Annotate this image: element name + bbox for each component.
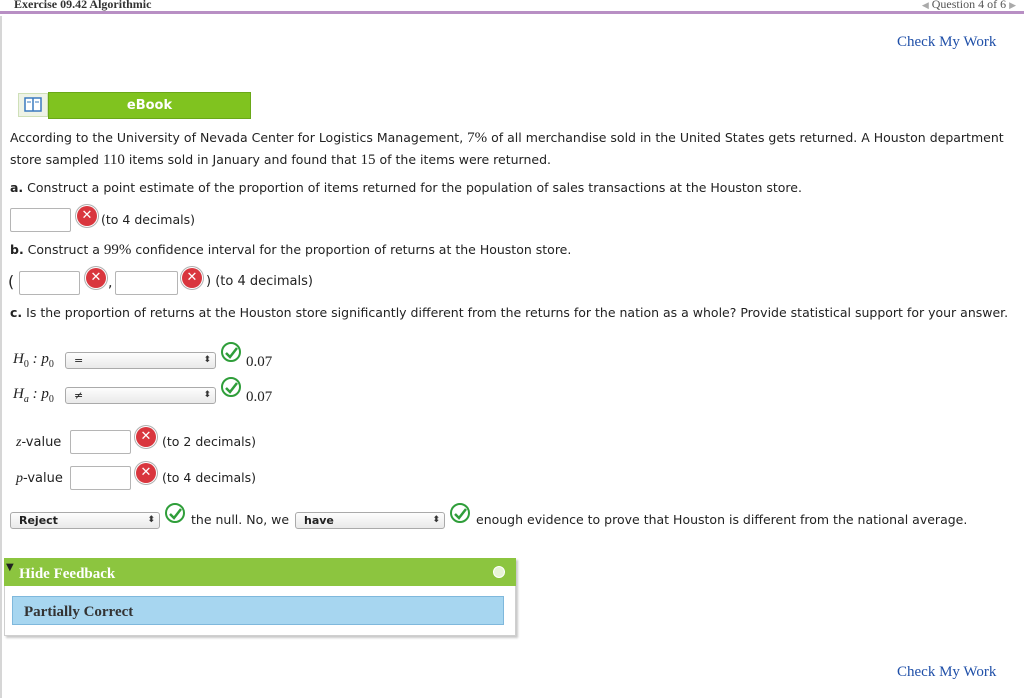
correct-check-icon (165, 503, 185, 523)
prev-question-icon[interactable]: ◀ (921, 0, 929, 10)
wrong-x-icon: ✕ (86, 268, 106, 288)
problem-text: According to the University of Nevada Center for Logistics Management, 7% of all merchandise sold in the United States gets returned. A Houston department store sampled 110 items sold in January and found that 15 of the items were returned. (10, 130, 1004, 168)
feedback-status: Partially Correct (24, 604, 134, 620)
part-b-hint: ) (to 4 decimals) (206, 274, 313, 289)
caret-icon: ⬍ (203, 355, 211, 365)
open-paren: ( (8, 272, 15, 291)
wrong-x-icon: ✕ (77, 206, 97, 226)
part-a-hint: (to 4 decimals) (101, 212, 195, 227)
check-my-work-link-top[interactable]: Check My Work (897, 34, 997, 50)
wrong-x-icon: ✕ (136, 427, 156, 447)
collapse-triangle-icon[interactable]: ▼ (6, 562, 14, 573)
part-a-prompt: a. Construct a point estimate of the proportion of items returned for the population of sales transactions at the Houston store. (10, 180, 802, 195)
point-estimate-input[interactable] (10, 208, 71, 232)
question-counter: Question 4 of 6 (931, 0, 1007, 11)
h0-value: 0.07 (246, 354, 273, 370)
wrong-x-icon: ✕ (182, 268, 202, 288)
next-question-icon[interactable]: ▶ (1009, 0, 1016, 10)
p-value-label: p-value (16, 471, 63, 486)
caret-icon: ⬍ (203, 390, 211, 400)
check-my-work-link-bottom[interactable]: Check My Work (897, 664, 997, 680)
exercise-title: Exercise 09.42 Algorithmic (14, 0, 152, 11)
hide-feedback-toggle[interactable]: Hide Feedback (19, 566, 116, 582)
decision-select[interactable]: Reject ⬍ (10, 512, 160, 529)
ha-label: $H_a$ : $p_0$ (13, 386, 54, 405)
feedback-options-icon[interactable] (493, 566, 505, 578)
h0-operator-select[interactable]: = ⬍ (65, 352, 216, 369)
ebook-button[interactable]: eBook (48, 92, 251, 119)
caret-icon: ⬍ (432, 515, 440, 525)
caret-icon: ⬍ (147, 515, 155, 525)
z-value-label: z-value (16, 435, 62, 450)
question-nav[interactable] (922, 0, 1016, 12)
comma: , (108, 275, 113, 291)
correct-check-icon (221, 342, 241, 362)
z-value-hint: (to 2 decimals) (162, 434, 256, 449)
correct-check-icon (221, 377, 241, 397)
part-b-prompt: b. Construct a 99% confidence interval for the proportion of returns at the Houston store. (10, 242, 572, 258)
ha-operator-select[interactable]: ≠ ⬍ (65, 387, 216, 404)
left-divider (0, 16, 2, 698)
ha-value: 0.07 (246, 389, 273, 405)
z-value-input[interactable] (70, 430, 131, 454)
wrong-x-icon: ✕ (136, 463, 156, 483)
decision-text: the null. No, we (191, 512, 290, 527)
correct-check-icon (450, 503, 470, 523)
conclusion-text: enough evidence to prove that Houston is different from the national average. (476, 512, 968, 527)
ci-upper-input[interactable] (115, 271, 178, 295)
p-value-input[interactable] (70, 466, 131, 490)
evidence-select[interactable]: have ⬍ (295, 512, 445, 529)
h0-label: $H_0$ : $p_0$ (13, 351, 54, 370)
header-bar (0, 0, 1024, 14)
part-c-prompt: c. Is the proportion of returns at the Houston store significantly different from the returns for the nation as a whole? Provide statistical support for your answer. (10, 305, 1009, 320)
p-value-hint: (to 4 decimals) (162, 470, 256, 485)
ebook-icon[interactable] (18, 93, 48, 117)
ci-lower-input[interactable] (19, 271, 80, 295)
